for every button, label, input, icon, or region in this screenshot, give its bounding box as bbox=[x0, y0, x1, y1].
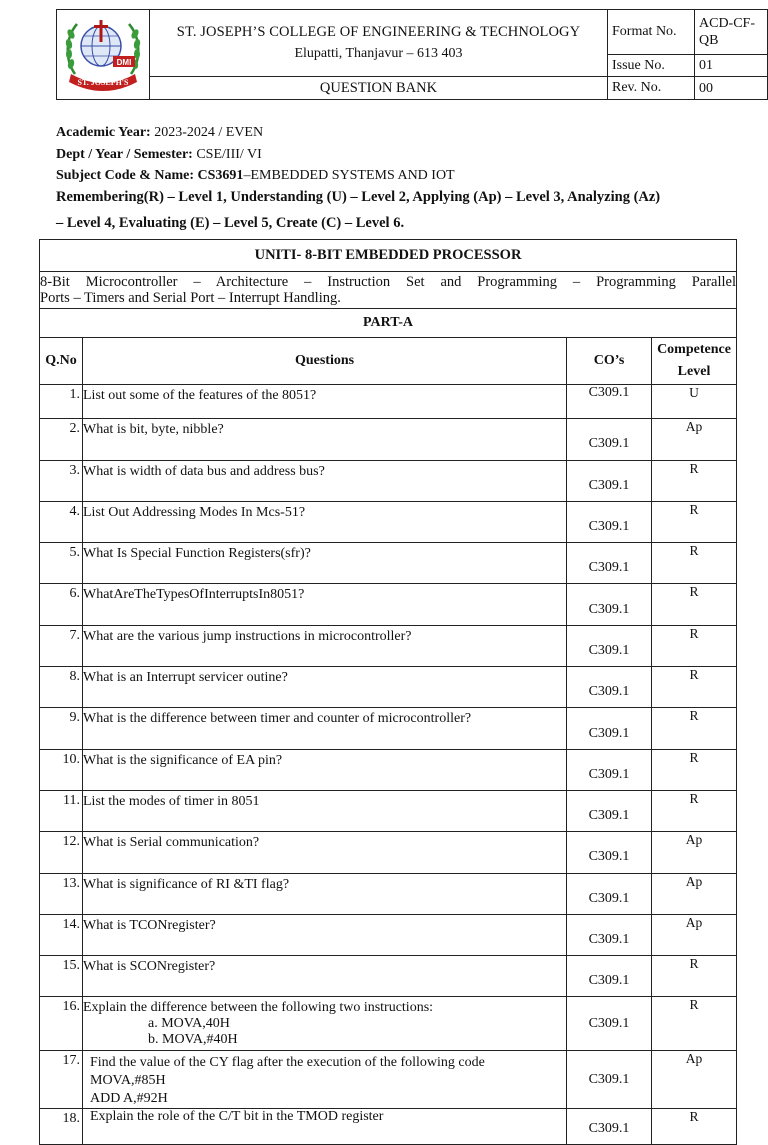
question-number: 17. bbox=[40, 1051, 83, 1109]
question-text: What is SCONregister? bbox=[83, 956, 567, 997]
question-number: 13. bbox=[40, 873, 83, 914]
logo-badge: DMI bbox=[116, 58, 132, 67]
table-row bbox=[40, 1109, 737, 1144]
question-level: Ap bbox=[652, 914, 737, 955]
question-subitem: ADD A,#92H bbox=[90, 1091, 168, 1107]
question-text-block bbox=[83, 1109, 567, 1144]
question-level: U bbox=[652, 385, 737, 419]
questions-table bbox=[39, 239, 737, 1145]
question-level: R bbox=[652, 1109, 737, 1144]
question-co: C309.1 bbox=[567, 543, 652, 584]
table-row bbox=[40, 460, 737, 501]
question-level: R bbox=[652, 997, 737, 1051]
table-row bbox=[40, 708, 737, 749]
question-co: C309.1 bbox=[567, 385, 652, 419]
question-text: What is significance of RI &TI flag? bbox=[83, 873, 567, 914]
unit-title: UNITI- 8-BIT EMBEDDED PROCESSOR bbox=[40, 240, 737, 272]
question-number: 16. bbox=[40, 997, 83, 1051]
question-number: 11. bbox=[40, 790, 83, 831]
question-level: Ap bbox=[652, 873, 737, 914]
question-co: C309.1 bbox=[567, 708, 652, 749]
question-text: List the modes of timer in 8051 bbox=[83, 790, 567, 831]
question-number: 7. bbox=[40, 625, 83, 666]
question-level: Ap bbox=[652, 419, 737, 460]
table-row bbox=[40, 790, 737, 831]
table-row bbox=[40, 543, 737, 584]
subject-line bbox=[56, 165, 746, 187]
dept-value: CSE/III/ VI bbox=[192, 146, 262, 162]
dept-label: Dept / Year / Semester: bbox=[56, 146, 193, 162]
question-text: What is width of data bus and address bus? bbox=[83, 460, 567, 501]
format-label: Format No. bbox=[608, 10, 695, 55]
question-co: C309.1 bbox=[567, 997, 652, 1051]
question-text: What is the significance of EA pin? bbox=[83, 749, 567, 790]
academic-year-line bbox=[56, 122, 746, 144]
question-text: What is the difference between timer and counter of microcontroller? bbox=[83, 708, 567, 749]
question-text: What is an Interrupt servicer outine? bbox=[83, 667, 567, 708]
question-number: 4. bbox=[40, 501, 83, 542]
format-value: ACD-CF-QB bbox=[695, 10, 768, 55]
document-header bbox=[56, 9, 768, 100]
table-row bbox=[40, 385, 737, 419]
question-text: What is bit, byte, nibble? bbox=[83, 419, 567, 460]
academic-year-value: 2023-2024 / EVEN bbox=[150, 125, 264, 140]
question-co: C309.1 bbox=[567, 873, 652, 914]
issue-label: Issue No. bbox=[608, 55, 695, 77]
question-co: C309.1 bbox=[567, 625, 652, 666]
question-level: R bbox=[652, 584, 737, 625]
question-number: 12. bbox=[40, 832, 83, 873]
issue-value: 01 bbox=[695, 55, 768, 77]
question-number: 1. bbox=[40, 385, 83, 419]
question-number: 6. bbox=[40, 584, 83, 625]
subject-code: CS3691 bbox=[194, 168, 244, 183]
question-co: C309.1 bbox=[567, 419, 652, 460]
question-number: 2. bbox=[40, 419, 83, 460]
question-text: Explain the difference between the following two instructions: bbox=[83, 1000, 434, 1016]
table-row bbox=[40, 956, 737, 997]
col-header-questions: Questions bbox=[83, 338, 567, 385]
unit-syllabus bbox=[40, 272, 737, 309]
table-row bbox=[40, 873, 737, 914]
question-level: R bbox=[652, 460, 737, 501]
question-level: R bbox=[652, 790, 737, 831]
question-text: What is Serial communication? bbox=[83, 832, 567, 873]
question-text: Explain the role of the C/T bit in the TMOD register bbox=[90, 1109, 384, 1125]
col-header-level: Competence Level bbox=[652, 338, 737, 385]
college-name: ST. JOSEPH’S COLLEGE OF ENGINEERING & TECHNOLOGY bbox=[176, 24, 581, 40]
question-level: R bbox=[652, 749, 737, 790]
col-header-qno: Q.No bbox=[40, 338, 83, 385]
logo-text: ST. JOSEPH'S bbox=[77, 78, 129, 87]
question-co: C309.1 bbox=[567, 832, 652, 873]
subject-name: –EMBEDDED SYSTEMS AND IOT bbox=[243, 168, 455, 183]
question-level: R bbox=[652, 708, 737, 749]
question-co: C309.1 bbox=[567, 1051, 652, 1109]
question-co: C309.1 bbox=[567, 584, 652, 625]
document-type: QUESTION BANK bbox=[150, 77, 608, 100]
question-co: C309.1 bbox=[567, 749, 652, 790]
question-number: 14. bbox=[40, 914, 83, 955]
table-row bbox=[40, 584, 737, 625]
table-row bbox=[40, 1051, 737, 1109]
academic-year-label: Academic Year: bbox=[56, 125, 151, 140]
rev-label: Rev. No. bbox=[608, 77, 695, 100]
question-text: What are the various jump instructions in microcontroller? bbox=[83, 625, 567, 666]
college-address: Elupatti, Thanjavur – 613 403 bbox=[294, 46, 463, 61]
table-row bbox=[40, 419, 737, 460]
question-number: 5. bbox=[40, 543, 83, 584]
question-number: 18. bbox=[40, 1109, 83, 1144]
college-logo-icon bbox=[61, 12, 145, 92]
levels-line-2: – Level 4, Evaluating (E) – Level 5, Create (C) – Level 6. bbox=[56, 215, 405, 231]
table-header-row bbox=[40, 338, 737, 385]
college-block bbox=[150, 10, 608, 77]
question-text-block bbox=[83, 1051, 567, 1109]
college-logo bbox=[57, 10, 150, 100]
question-co: C309.1 bbox=[567, 914, 652, 955]
question-number: 3. bbox=[40, 460, 83, 501]
question-text: WhatAreTheTypesOfInterruptsIn8051? bbox=[83, 584, 567, 625]
part-title: PART-A bbox=[40, 309, 737, 338]
subject-label: Subject Code & Name: bbox=[56, 168, 195, 183]
question-level: R bbox=[652, 543, 737, 584]
question-number: 15. bbox=[40, 956, 83, 997]
table-row bbox=[40, 832, 737, 873]
col-header-cos: CO’s bbox=[567, 338, 652, 385]
course-info bbox=[56, 122, 746, 235]
question-text: Find the value of the CY flag after the execution of the following code bbox=[90, 1055, 485, 1071]
question-co: C309.1 bbox=[567, 956, 652, 997]
question-level: R bbox=[652, 501, 737, 542]
question-level: Ap bbox=[652, 832, 737, 873]
table-row bbox=[40, 914, 737, 955]
rev-value: 00 bbox=[695, 77, 768, 100]
question-text: List Out Addressing Modes In Mcs-51? bbox=[83, 501, 567, 542]
question-number: 9. bbox=[40, 708, 83, 749]
question-number: 8. bbox=[40, 667, 83, 708]
question-number: 10. bbox=[40, 749, 83, 790]
question-level: R bbox=[652, 956, 737, 997]
question-text: What Is Special Function Registers(sfr)? bbox=[83, 543, 567, 584]
question-level: R bbox=[652, 625, 737, 666]
syllabus-line-1: 8-Bit Microcontroller – Architecture – Instruction Set and Programming – Programming Parallel bbox=[40, 274, 737, 290]
question-co: C309.1 bbox=[567, 667, 652, 708]
question-co: C309.1 bbox=[567, 460, 652, 501]
question-text: What is TCONregister? bbox=[83, 914, 567, 955]
question-level: R bbox=[652, 667, 737, 708]
question-subitem: MOVA,#85H bbox=[90, 1073, 166, 1089]
table-row bbox=[40, 501, 737, 542]
table-row bbox=[40, 749, 737, 790]
syllabus-line-2: Ports – Timers and Serial Port – Interrupt Handling. bbox=[40, 290, 341, 306]
dept-line bbox=[56, 144, 746, 166]
question-co: C309.1 bbox=[567, 501, 652, 542]
table-row bbox=[40, 625, 737, 666]
question-co: C309.1 bbox=[567, 1109, 652, 1144]
question-subitem: b. MOVA,#40H bbox=[148, 1032, 238, 1048]
question-level: Ap bbox=[652, 1051, 737, 1109]
levels-line-1: Remembering(R) – Level 1, Understanding (U) – Level 2, Applying (Ap) – Level 3, Analyzing (Az) bbox=[56, 188, 661, 205]
question-subitem: a. MOVA,40H bbox=[148, 1016, 230, 1032]
question-text: List out some of the features of the 8051? bbox=[83, 385, 567, 419]
question-co: C309.1 bbox=[567, 790, 652, 831]
table-row bbox=[40, 667, 737, 708]
